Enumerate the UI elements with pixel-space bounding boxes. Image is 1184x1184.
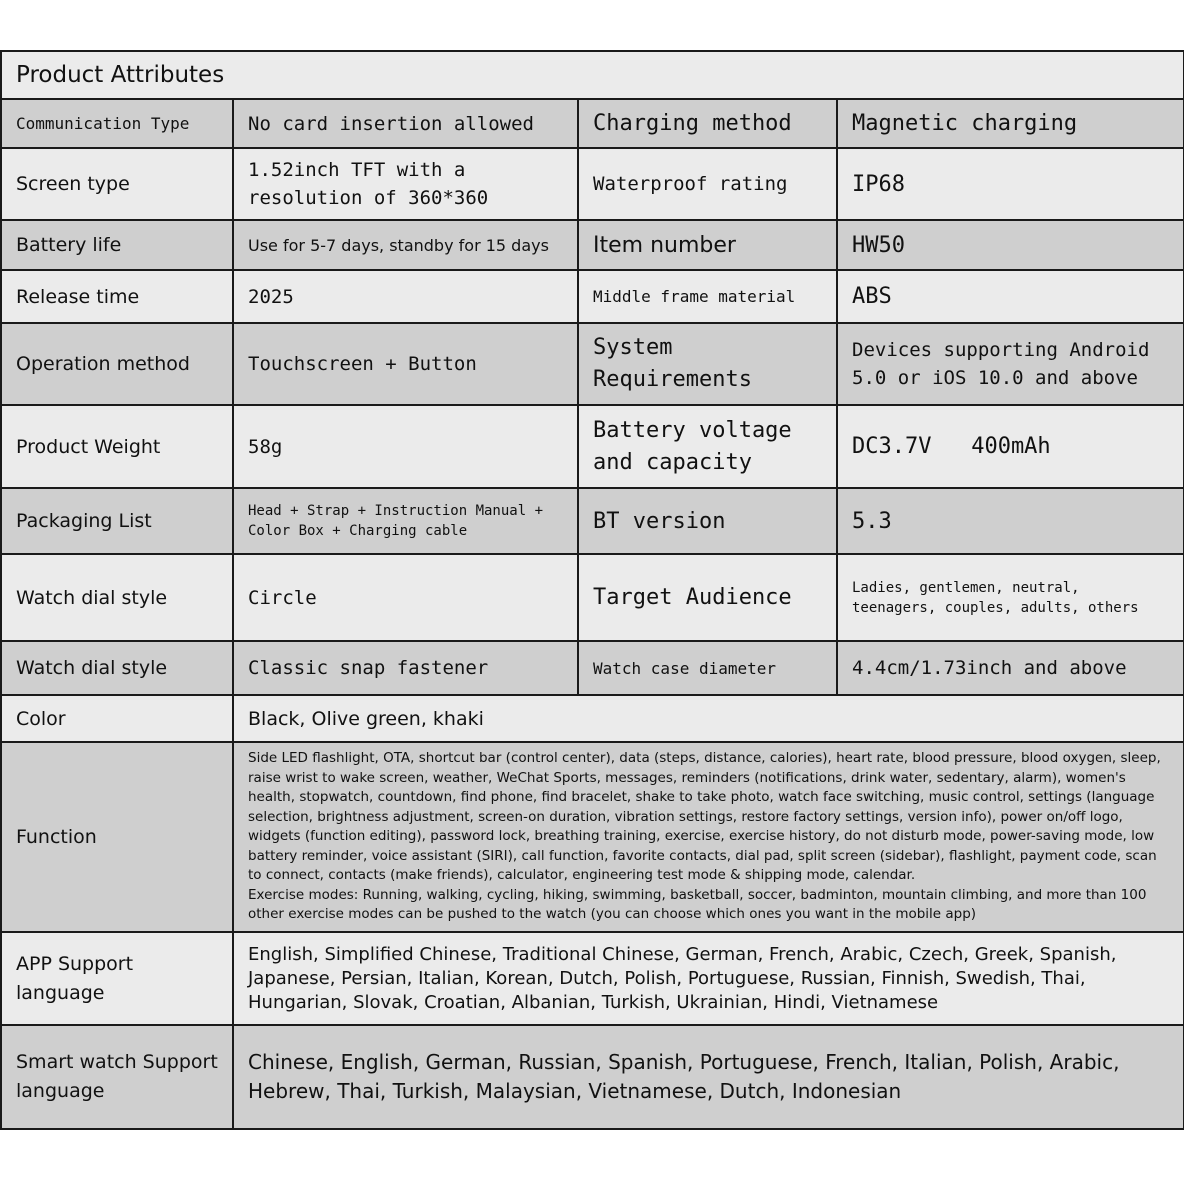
attr-key: Battery voltage and capacity xyxy=(578,405,837,488)
attr-value: Magnetic charging xyxy=(837,99,1184,148)
attr-value: English, Simplified Chinese, Traditional Chinese, German, French, Arabic, Czech, Greek, Spanish, Japanese, Persian, Italian, Korean, Dutch, Polish, Portuguese, Russian, Finnish, Swedish, Thai, Hungarian, Slovak, Croatian, Albanian, Turkish, Ukrainian, Hindi, Vietnamese xyxy=(233,932,1184,1025)
attr-value xyxy=(233,742,1184,932)
table-row xyxy=(1,99,1184,148)
attr-key: Watch dial style xyxy=(1,554,233,641)
table-row xyxy=(1,270,1184,323)
attr-value: DC3.7V 400mAh xyxy=(837,405,1184,488)
attr-value: ABS xyxy=(837,270,1184,323)
table-row xyxy=(1,220,1184,270)
table-row xyxy=(1,932,1184,1025)
table-row xyxy=(1,641,1184,695)
attr-key: Function xyxy=(1,742,233,932)
attr-key: APP Support language xyxy=(1,932,233,1025)
table-row xyxy=(1,323,1184,405)
attr-value: 4.4cm/1.73inch and above xyxy=(837,641,1184,695)
attr-value: Use for 5-7 days, standby for 15 days xyxy=(233,220,578,270)
table-title: Product Attributes xyxy=(1,51,1184,99)
exercise-modes: Exercise modes: Running, walking, cycling, hiking, swimming, basketball, soccer, badminton, mountain climbing, and more than 100 other exercise modes can be pushed to the watch (you can choose which ones you want in the mobile app) xyxy=(248,886,1147,923)
attr-value: IP68 xyxy=(837,148,1184,220)
attr-key: System Requirements xyxy=(578,323,837,405)
attr-key: Operation method xyxy=(1,323,233,405)
attr-key: Middle frame material xyxy=(578,270,837,323)
attr-value: Classic snap fastener xyxy=(233,641,578,695)
attr-value: Head + Strap + Instruction Manual + Color Box + Charging cable xyxy=(233,488,578,554)
attr-key: Communication Type xyxy=(1,99,233,148)
attr-key: Release time xyxy=(1,270,233,323)
attr-value: HW50 xyxy=(837,220,1184,270)
attr-value: No card insertion allowed xyxy=(233,99,578,148)
attr-value: Devices supporting Android 5.0 or iOS 10.0 and above xyxy=(837,323,1184,405)
attr-key: Color xyxy=(1,695,233,742)
attr-key: Charging method xyxy=(578,99,837,148)
table-row xyxy=(1,148,1184,220)
attr-value: Chinese, English, German, Russian, Spanish, Portuguese, French, Italian, Polish, Arabic, Hebrew, Thai, Turkish, Malaysian, Vietnamese, Dutch, Indonesian xyxy=(233,1025,1184,1129)
attr-key: BT version xyxy=(578,488,837,554)
attr-value: 2025 xyxy=(233,270,578,323)
attr-key: Watch dial style xyxy=(1,641,233,695)
attr-key: Packaging List xyxy=(1,488,233,554)
table-row xyxy=(1,554,1184,641)
attr-key: Screen type xyxy=(1,148,233,220)
attr-value: 58g xyxy=(233,405,578,488)
attr-key: Battery life xyxy=(1,220,233,270)
attr-key: Product Weight xyxy=(1,405,233,488)
table-row xyxy=(1,742,1184,932)
table-row xyxy=(1,488,1184,554)
product-attributes-table xyxy=(0,50,1184,1130)
attr-value: Black, Olive green, khaki xyxy=(233,695,1184,742)
attr-key: Watch case diameter xyxy=(578,641,837,695)
attr-value: Touchscreen + Button xyxy=(233,323,578,405)
attr-value: 1.52inch TFT with a resolution of 360*360 xyxy=(233,148,578,220)
attr-key: Item number xyxy=(578,220,837,270)
table-row xyxy=(1,695,1184,742)
function-list: Side LED flashlight, OTA, shortcut bar (control center), data (steps, distance, calories), heart rate, blood pressure, blood oxygen, sleep, raise wrist to wake screen, weather, WeChat Sports, messages, reminders (notifications, drink water, sedentary, alarm), women's health, stopwatch, countdown, find phone, find bracelet, shake to take photo, watch face switching, music control, settings (language selection, brightness adjustment, screen-on duration, vibration settings, restore factory settings, version info), power on/off logo, widgets (function editing), password lock, breathing training, exercise, exercise history, do not disturb mode, power-saving mode, low battery reminder, voice assistant (SIRI), call function, favorite contacts, dial pad, split screen (sidebar), flashlight, payment code, scan to connect, contacts (make friends), calculator, engineering test mode & shipping mode, calendar. xyxy=(248,750,1161,884)
attr-value: Circle xyxy=(233,554,578,641)
attr-value: Ladies, gentlemen, neutral, teenagers, couples, adults, others xyxy=(837,554,1184,641)
attr-key: Target Audience xyxy=(578,554,837,641)
table-row xyxy=(1,405,1184,488)
attr-key: Smart watch Support language xyxy=(1,1025,233,1129)
table-row xyxy=(1,1025,1184,1129)
attr-value: 5.3 xyxy=(837,488,1184,554)
title-row xyxy=(1,51,1184,99)
attr-key: Waterproof rating xyxy=(578,148,837,220)
